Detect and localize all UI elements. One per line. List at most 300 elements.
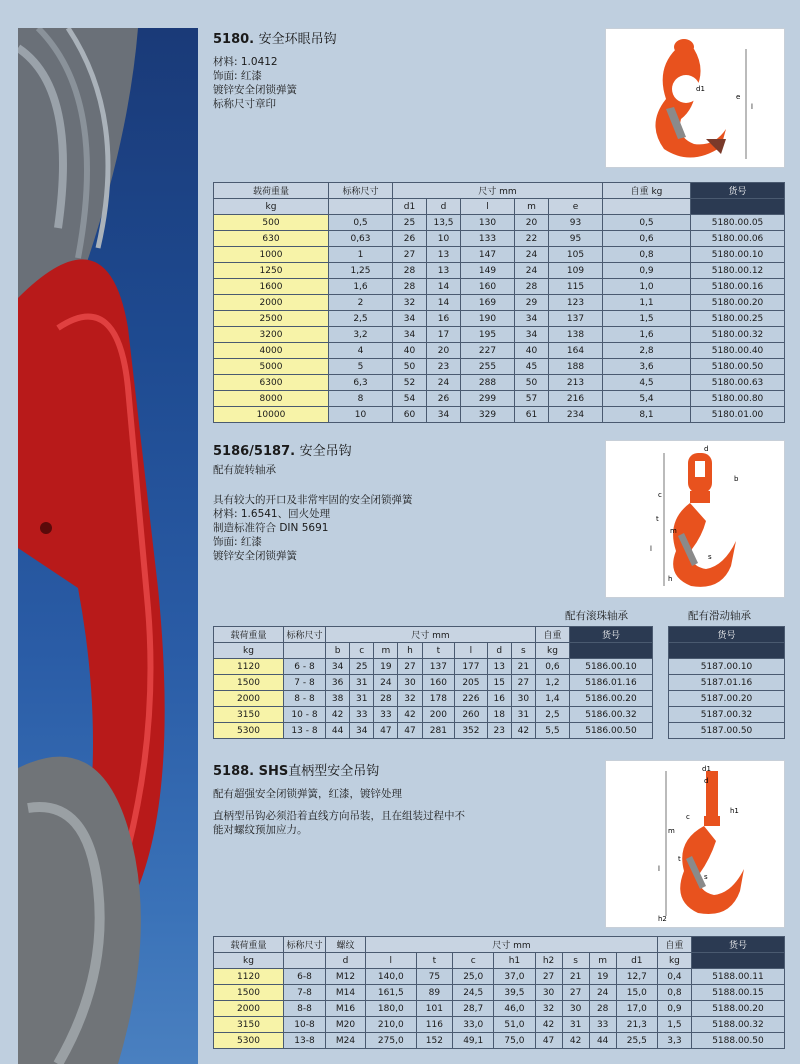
table-cell: 17,0 xyxy=(616,1001,657,1017)
table-cell: 137 xyxy=(549,311,603,327)
table-cell: 52 xyxy=(393,375,427,391)
svg-text:l: l xyxy=(658,865,660,873)
table-cell: 34 xyxy=(393,327,427,343)
table-cell: 5180.00.05 xyxy=(691,215,785,231)
table-cell: 5187.00.10 xyxy=(669,659,785,675)
table-cell: 1,5 xyxy=(657,1017,691,1033)
table-cell: 5180.00.12 xyxy=(691,263,785,279)
table-cell: 288 xyxy=(461,375,515,391)
table-cell: 3150 xyxy=(214,1017,284,1033)
spec-table-5188: 载荷重量 标称尺寸 螺纹 尺寸 mm 自重 货号 kg d l t c h1 h2 s m d1 kg 1120 6-8 M12 140,0 75 25,0 37,0 27 21 19 12,7 0,4 5188.00.11 1500 7-8 M14 161,5 89 24,5 39,5 30 27 24 15,0 0,8 5188.00.15 2000 8-8 M16 180,0 101 28,7 46,0 32 30 28 17,0 0,9 5188.00.20 3150 10-8 M20 210,0 116 33,0 51,0 42 31 33 21,3 1,5 5188.00.32 5300 13-8 M24 275,0 152 49,1 75,0 47 42 44 25,5 3,3 5188.00.50 xyxy=(213,936,785,1049)
table-row xyxy=(214,295,785,311)
table-cell: 147 xyxy=(461,247,515,263)
table-cell: 1,6 xyxy=(329,279,393,295)
table-cell: 24 xyxy=(374,675,398,691)
table-cell: M12 xyxy=(326,969,366,985)
table-cell: 5180.00.10 xyxy=(691,247,785,263)
table-cell: 160 xyxy=(461,279,515,295)
table-cell: 5180.00.06 xyxy=(691,231,785,247)
table-cell: 28,7 xyxy=(453,1001,494,1017)
table-cell: 42 xyxy=(562,1033,589,1049)
table-cell: 29 xyxy=(515,295,549,311)
table-cell: 33 xyxy=(589,1017,616,1033)
table-row xyxy=(214,279,785,295)
table-cell: 13-8 xyxy=(284,1033,326,1049)
table-cell: 5300 xyxy=(214,1033,284,1049)
table-cell: 3,6 xyxy=(603,359,691,375)
table-row xyxy=(214,359,785,375)
table-cell: 34 xyxy=(393,311,427,327)
table-row xyxy=(214,659,653,675)
table-cell: 33 xyxy=(350,707,374,723)
table-row xyxy=(214,391,785,407)
spec-table-5187: 货号 5187.00.10 5187.01.16 5187.00.20 5187.00.32 5187.00.50 xyxy=(668,626,785,739)
table-cell: 47 xyxy=(398,723,422,739)
product-name: 安全环眼吊钩 xyxy=(258,32,337,47)
table-cell: 30 xyxy=(511,691,535,707)
table-row xyxy=(669,675,785,691)
table-cell: 0,5 xyxy=(329,215,393,231)
table-cell: 5187.00.32 xyxy=(669,707,785,723)
table-cell: 3200 xyxy=(214,327,329,343)
table-cell: 42 xyxy=(326,707,350,723)
table-cell: 21 xyxy=(562,969,589,985)
table-cell: 101 xyxy=(416,1001,453,1017)
svg-text:h1: h1 xyxy=(730,807,739,815)
table-cell: 30 xyxy=(535,985,562,1001)
table-cell: 5186.00.10 xyxy=(569,659,652,675)
table-cell: 227 xyxy=(461,343,515,359)
table-cell: 5187.00.50 xyxy=(669,723,785,739)
section-title-5188: 5188. SHS直柄型安全吊钩 xyxy=(213,764,380,779)
svg-text:s: s xyxy=(704,873,708,881)
table-cell: 5180.00.20 xyxy=(691,295,785,311)
table-cell: 19 xyxy=(374,659,398,675)
table-cell: 5,5 xyxy=(535,723,569,739)
table-cell: 14 xyxy=(427,279,461,295)
table-cell: 50 xyxy=(515,375,549,391)
table-cell: 32 xyxy=(393,295,427,311)
svg-text:t: t xyxy=(678,855,681,863)
table-cell: 3150 xyxy=(214,707,284,723)
table-cell: 24 xyxy=(515,263,549,279)
table-cell: 34 xyxy=(350,723,374,739)
table-cell: 19 xyxy=(589,969,616,985)
table-cell: 2,5 xyxy=(329,311,393,327)
table-cell: 6,3 xyxy=(329,375,393,391)
table-cell: 352 xyxy=(455,723,488,739)
table-cell: 1500 xyxy=(214,675,284,691)
table-cell: 130 xyxy=(461,215,515,231)
table-cell: 23 xyxy=(427,359,461,375)
table-cell: 46,0 xyxy=(494,1001,535,1017)
table-cell: 5188.00.20 xyxy=(691,1001,784,1017)
table-cell: 93 xyxy=(549,215,603,231)
table-cell: 0,8 xyxy=(657,985,691,1001)
table-cell: 13 xyxy=(427,247,461,263)
svg-text:h2: h2 xyxy=(658,915,667,923)
table-row xyxy=(214,311,785,327)
table-cell: 54 xyxy=(393,391,427,407)
table-cell: 195 xyxy=(461,327,515,343)
table-cell: 5180.00.32 xyxy=(691,327,785,343)
table-cell: 33 xyxy=(374,707,398,723)
table-cell: 16 xyxy=(487,691,511,707)
svg-text:b: b xyxy=(734,475,739,483)
table-cell: 0,4 xyxy=(657,969,691,985)
table-cell: 42 xyxy=(511,723,535,739)
table-cell: 34 xyxy=(326,659,350,675)
table-cell: 7-8 xyxy=(284,985,326,1001)
table-cell: 260 xyxy=(455,707,488,723)
table-cell: 5188.00.32 xyxy=(691,1017,784,1033)
table-cell: 12,7 xyxy=(616,969,657,985)
table-cell: 299 xyxy=(461,391,515,407)
product-name: 安全吊钩 xyxy=(299,444,352,459)
table-cell: 50 xyxy=(393,359,427,375)
table-cell: 2000 xyxy=(214,1001,284,1017)
svg-text:d: d xyxy=(704,777,709,785)
table-cell: 5180.00.50 xyxy=(691,359,785,375)
product-number: 5186/5187. xyxy=(213,444,296,459)
table-cell: 1,25 xyxy=(329,263,393,279)
table-row xyxy=(214,723,653,739)
table-cell: 8000 xyxy=(214,391,329,407)
product-photo xyxy=(18,28,198,1064)
table-cell: 15 xyxy=(487,675,511,691)
table-cell: 133 xyxy=(461,231,515,247)
table-cell: 5180.01.00 xyxy=(691,407,785,423)
table-cell: M14 xyxy=(326,985,366,1001)
table-cell: 31 xyxy=(350,675,374,691)
table-cell: 255 xyxy=(461,359,515,375)
table-cell: 13 xyxy=(427,263,461,279)
table-cell: 7 - 8 xyxy=(284,675,326,691)
table-cell: 329 xyxy=(461,407,515,423)
product-description: 材料: 1.0412 饰面: 红漆 镀锌安全闭锁弹簧 标称尺寸章印 xyxy=(213,56,297,110)
table-cell: 61 xyxy=(515,407,549,423)
table-cell: 5180.00.16 xyxy=(691,279,785,295)
table-cell: 47 xyxy=(535,1033,562,1049)
table-cell: 5,4 xyxy=(603,391,691,407)
table-cell: 0,63 xyxy=(329,231,393,247)
table-cell: 57 xyxy=(515,391,549,407)
product-number: 5180. xyxy=(213,32,255,47)
table-row xyxy=(214,327,785,343)
table-cell: 234 xyxy=(549,407,603,423)
table-cell: 2000 xyxy=(214,295,329,311)
table-cell: 18 xyxy=(487,707,511,723)
table-row xyxy=(214,1033,785,1049)
table-row xyxy=(214,707,653,723)
svg-text:e: e xyxy=(736,93,741,101)
table-cell: 42 xyxy=(398,707,422,723)
table-cell: 2000 xyxy=(214,691,284,707)
table-cell: 28 xyxy=(374,691,398,707)
svg-text:c: c xyxy=(686,813,690,821)
table-cell: 216 xyxy=(549,391,603,407)
table-cell: 27 xyxy=(511,675,535,691)
table-cell: 5180.00.40 xyxy=(691,343,785,359)
table-cell: 5188.00.11 xyxy=(691,969,784,985)
table-cell: 24 xyxy=(427,375,461,391)
table-cell: 5180.00.25 xyxy=(691,311,785,327)
table-row xyxy=(214,231,785,247)
table-cell: 1000 xyxy=(214,247,329,263)
table-cell: 123 xyxy=(549,295,603,311)
svg-text:h: h xyxy=(668,575,673,583)
table-cell: 24 xyxy=(589,985,616,1001)
table-cell: 1,0 xyxy=(603,279,691,295)
table-cell: 16 xyxy=(427,311,461,327)
table-cell: 28 xyxy=(393,279,427,295)
table-cell: 95 xyxy=(549,231,603,247)
table-cell: 42 xyxy=(535,1017,562,1033)
table-cell: 5187.01.16 xyxy=(669,675,785,691)
table-cell: 33,0 xyxy=(453,1017,494,1033)
table-cell: 5188.00.15 xyxy=(691,985,784,1001)
table-cell: 0,6 xyxy=(603,231,691,247)
table-cell: 34 xyxy=(515,311,549,327)
table-cell: 1500 xyxy=(214,985,284,1001)
table-cell: 0,9 xyxy=(657,1001,691,1017)
table-row xyxy=(669,723,785,739)
table-cell: 13 xyxy=(487,659,511,675)
table-cell: 30 xyxy=(398,675,422,691)
table-cell: 44 xyxy=(589,1033,616,1049)
table-cell: 25 xyxy=(393,215,427,231)
table-cell: 21 xyxy=(511,659,535,675)
table-cell: 1250 xyxy=(214,263,329,279)
table-cell: 1,2 xyxy=(535,675,569,691)
table-cell: 51,0 xyxy=(494,1017,535,1033)
table-cell: 630 xyxy=(214,231,329,247)
table-cell: 105 xyxy=(549,247,603,263)
table-cell: 10 xyxy=(427,231,461,247)
table-row xyxy=(669,691,785,707)
hook-diagram-5188 xyxy=(605,760,785,928)
table-row xyxy=(214,343,785,359)
table-cell: 5300 xyxy=(214,723,284,739)
table-cell: 40 xyxy=(515,343,549,359)
svg-text:l: l xyxy=(751,103,753,111)
table-cell: 0,5 xyxy=(603,215,691,231)
table-cell: 27 xyxy=(393,247,427,263)
product-subtitle: 配有旋转轴承 xyxy=(213,464,276,476)
svg-text:l: l xyxy=(650,545,652,553)
table-cell: 30 xyxy=(562,1001,589,1017)
table-cell: 20 xyxy=(427,343,461,359)
table-cell: 27 xyxy=(562,985,589,1001)
table-cell: 49,1 xyxy=(453,1033,494,1049)
table-cell: 31 xyxy=(511,707,535,723)
table-cell: 10000 xyxy=(214,407,329,423)
table-cell: 15,0 xyxy=(616,985,657,1001)
table-row xyxy=(214,375,785,391)
svg-text:c: c xyxy=(658,491,662,499)
product-name: 直柄型安全吊钩 xyxy=(288,764,380,779)
table-cell: 115 xyxy=(549,279,603,295)
table-row xyxy=(214,675,653,691)
table-cell: 24 xyxy=(515,247,549,263)
table-cell: 36 xyxy=(326,675,350,691)
table-cell: 32 xyxy=(535,1001,562,1017)
product-number: 5188. xyxy=(213,764,255,779)
table-cell: 4000 xyxy=(214,343,329,359)
table-cell: 44 xyxy=(326,723,350,739)
table-cell: 0,6 xyxy=(535,659,569,675)
svg-text:d1: d1 xyxy=(702,765,711,773)
svg-text:m: m xyxy=(668,827,675,835)
table-cell: 149 xyxy=(461,263,515,279)
table-cell: 31 xyxy=(350,691,374,707)
table-cell: 25,5 xyxy=(616,1033,657,1049)
table-cell: 28 xyxy=(589,1001,616,1017)
table-cell: 5180.00.63 xyxy=(691,375,785,391)
table-cell: 180,0 xyxy=(366,1001,417,1017)
svg-text:s: s xyxy=(708,553,712,561)
spec-table-5180: 载荷重量 标称尺寸 尺寸 mm 自重 kg 货号 kg d1 d l m e 500 0,5 25 13,5 130 20 93 0,5 5180.00.05 630 0,63 26 10 133 22 95 0,6 5180.00.06 1000 1 27 13 147 24 105 0,8 5180.00.10 1250 1,25 28 13 149 24 109 0,9 5180.00.12 1600 1,6 28 14 160 28 115 1,0 5180.00.16 2000 2 32 14 169 29 123 1,1 5180.00.20 2500 2,5 34 16 190 34 137 1,5 5180.00.25 3200 3,2 34 17 195 34 138 1,6 5180.00.32 4000 4 40 20 227 40 164 2,8 5180.00.40 5000 5 50 23 255 45 188 3,6 5180.00.50 6300 6,3 52 24 288 50 213 4,5 5180.00.63 8000 8 54 26 299 57 216 5,4 5180.00.80 10000 10 60 34 329 61 234 8,1 5180.01.00 xyxy=(213,182,785,423)
table-cell: 10 xyxy=(329,407,393,423)
table-cell: 109 xyxy=(549,263,603,279)
table-cell: 5188.00.50 xyxy=(691,1033,784,1049)
table-cell: 13,5 xyxy=(427,215,461,231)
table-cell: 169 xyxy=(461,295,515,311)
table-cell: 10 - 8 xyxy=(284,707,326,723)
table-cell: 210,0 xyxy=(366,1017,417,1033)
table-cell: 38 xyxy=(326,691,350,707)
table-cell: 89 xyxy=(416,985,453,1001)
table-cell: 2,8 xyxy=(603,343,691,359)
table-cell: 21,3 xyxy=(616,1017,657,1033)
table-cell: 1120 xyxy=(214,969,284,985)
table-cell: 8 - 8 xyxy=(284,691,326,707)
table-row xyxy=(214,1017,785,1033)
table-cell: 178 xyxy=(422,691,455,707)
table-cell: 161,5 xyxy=(366,985,417,1001)
table-cell: 26 xyxy=(427,391,461,407)
table-cell: M24 xyxy=(326,1033,366,1049)
table-cell: 1,1 xyxy=(603,295,691,311)
product-note: 直柄型吊钩必须沿着直线方向吊装，且在组装过程中不 能对螺纹预加应力。 xyxy=(213,810,465,836)
table-cell: 8,1 xyxy=(603,407,691,423)
table-row xyxy=(214,969,785,985)
table-cell: 281 xyxy=(422,723,455,739)
table-cell: 28 xyxy=(515,279,549,295)
table-cell: 28 xyxy=(393,263,427,279)
table-cell: 5000 xyxy=(214,359,329,375)
label-slide-bearing: 配有滑动轴承 xyxy=(688,610,751,622)
table-cell: 17 xyxy=(427,327,461,343)
table-cell: 14 xyxy=(427,295,461,311)
table-row xyxy=(214,691,653,707)
table-cell: 25,0 xyxy=(453,969,494,985)
table-cell: 188 xyxy=(549,359,603,375)
table-cell: 4,5 xyxy=(603,375,691,391)
table-cell: 160 xyxy=(422,675,455,691)
table-cell: 25 xyxy=(350,659,374,675)
table-cell: 8 xyxy=(329,391,393,407)
table-cell: 3,2 xyxy=(329,327,393,343)
table-cell: 8-8 xyxy=(284,1001,326,1017)
table-cell: 4 xyxy=(329,343,393,359)
svg-text:d: d xyxy=(704,445,709,453)
svg-text:d1: d1 xyxy=(696,85,705,93)
table-cell: 27 xyxy=(398,659,422,675)
table-cell: 5186.00.50 xyxy=(569,723,652,739)
product-description: 配有超强安全闭锁弹簧，红漆，镀锌处理 xyxy=(213,788,402,800)
table-cell: 1,6 xyxy=(603,327,691,343)
table-cell: 45 xyxy=(515,359,549,375)
table-cell: 2,5 xyxy=(535,707,569,723)
table-cell: 39,5 xyxy=(494,985,535,1001)
table-cell: 5186.01.16 xyxy=(569,675,652,691)
spec-table-5186: 载荷重量 标称尺寸 尺寸 mm 自重 货号 kg b c m h t l d s kg 1120 6 - 8 34 25 19 27 137 177 13 21 0,6 5186.00.10 1500 7 - 8 36 31 24 30 160 205 15 27 1,2 5186.01.16 2000 8 - 8 38 31 28 32 178 226 16 30 1,4 5186.00.20 3150 10 - 8 42 33 33 42 200 260 18 31 2,5 5186.00.32 5300 13 - 8 44 34 47 47 281 352 23 42 5,5 5186.00.50 xyxy=(213,626,653,739)
table-cell: 190 xyxy=(461,311,515,327)
label-ball-bearing: 配有滚珠轴承 xyxy=(565,610,628,622)
table-row xyxy=(214,985,785,1001)
table-cell: 138 xyxy=(549,327,603,343)
table-cell: 22 xyxy=(515,231,549,247)
table-cell: 27 xyxy=(535,969,562,985)
table-cell: 34 xyxy=(515,327,549,343)
table-cell: 2 xyxy=(329,295,393,311)
table-cell: 0,9 xyxy=(603,263,691,279)
table-cell: 1120 xyxy=(214,659,284,675)
table-cell: 1,5 xyxy=(603,311,691,327)
table-cell: 137 xyxy=(422,659,455,675)
table-cell: 75 xyxy=(416,969,453,985)
table-cell: 5186.00.20 xyxy=(569,691,652,707)
table-cell: 275,0 xyxy=(366,1033,417,1049)
table-cell: M20 xyxy=(326,1017,366,1033)
table-cell: 24,5 xyxy=(453,985,494,1001)
table-cell: 1,4 xyxy=(535,691,569,707)
table-cell: 164 xyxy=(549,343,603,359)
table-cell: 205 xyxy=(455,675,488,691)
table-cell: 1 xyxy=(329,247,393,263)
table-cell: 226 xyxy=(455,691,488,707)
table-cell: 177 xyxy=(455,659,488,675)
table-cell: 500 xyxy=(214,215,329,231)
hook-diagram-5186 xyxy=(605,440,785,598)
table-cell: M16 xyxy=(326,1001,366,1017)
table-cell: 13 - 8 xyxy=(284,723,326,739)
table-cell: 6 - 8 xyxy=(284,659,326,675)
table-cell: 200 xyxy=(422,707,455,723)
table-cell: 1600 xyxy=(214,279,329,295)
table-cell: 2500 xyxy=(214,311,329,327)
table-cell: 6-8 xyxy=(284,969,326,985)
table-row xyxy=(669,659,785,675)
product-description: 具有较大的开口及非常牢固的安全闭锁弹簧 材料: 1.6541、回火处理 制造标准符合 DIN 5691 饰面: 红漆 镀锌安全闭锁弹簧 xyxy=(213,494,413,562)
table-cell: 26 xyxy=(393,231,427,247)
table-row xyxy=(214,263,785,279)
table-cell: 5180.00.80 xyxy=(691,391,785,407)
table-cell: 23 xyxy=(487,723,511,739)
table-cell: 3,3 xyxy=(657,1033,691,1049)
table-row xyxy=(214,407,785,423)
svg-text:m: m xyxy=(670,527,677,535)
table-cell: 140,0 xyxy=(366,969,417,985)
table-cell: 75,0 xyxy=(494,1033,535,1049)
table-cell: 34 xyxy=(427,407,461,423)
table-row xyxy=(214,1001,785,1017)
table-cell: 31 xyxy=(562,1017,589,1033)
table-cell: 213 xyxy=(549,375,603,391)
table-cell: 47 xyxy=(374,723,398,739)
table-cell: 116 xyxy=(416,1017,453,1033)
